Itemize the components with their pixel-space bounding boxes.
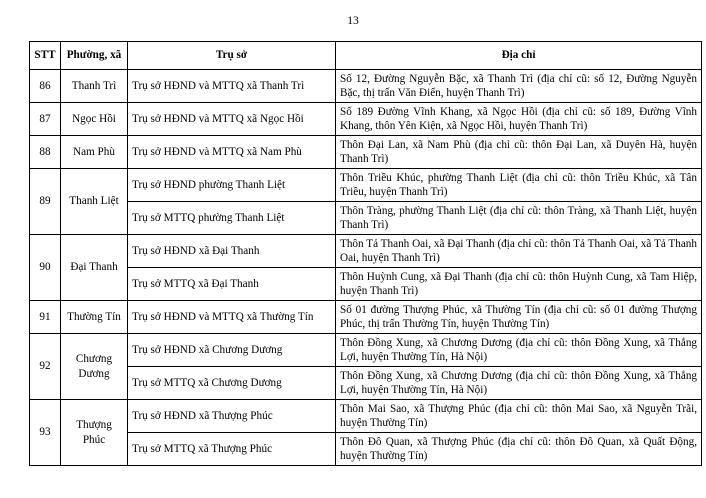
cell-ward: Thanh Trì: [61, 70, 128, 103]
page-number: 13: [347, 15, 359, 27]
header-address: Địa chỉ: [336, 42, 702, 70]
cell-office: Trụ sở HĐND xã Đại Thanh: [128, 235, 336, 268]
cell-ward: Thường Tín: [61, 301, 128, 334]
cell-ward: Đại Thanh: [61, 235, 128, 301]
cell-office: Trụ sở HĐND và MTTQ xã Thanh Trì: [128, 70, 336, 103]
cell-ward: Nam Phù: [61, 136, 128, 169]
table-row: [30, 136, 702, 169]
cell-office: Trụ sở MTTQ xã Chương Dương: [128, 367, 336, 400]
table-row: [30, 400, 702, 433]
cell-address: Thôn Đồng Xung, xã Chương Dương (địa chỉ cũ: thôn Đồng Xung, xã Thắng Lợi, huyện Thường Tín, Hà Nội): [336, 367, 702, 400]
table-row: [30, 334, 702, 367]
table-row: [30, 433, 702, 466]
cell-office: Trụ sở MTTQ xã Đại Thanh: [128, 268, 336, 301]
cell-office: Trụ sở HĐND xã Chương Dương: [128, 334, 336, 367]
cell-stt: 86: [30, 70, 61, 103]
cell-stt: 90: [30, 235, 61, 301]
table-row: [30, 235, 702, 268]
cell-ward: Thượng Phúc: [61, 400, 128, 466]
table-row: [30, 103, 702, 136]
cell-stt: 92: [30, 334, 61, 400]
cell-stt: 87: [30, 103, 61, 136]
table-row: [30, 169, 702, 202]
cell-ward: Chương Dương: [61, 334, 128, 400]
cell-stt: 89: [30, 169, 61, 235]
cell-office: Trụ sở MTTQ phường Thanh Liệt: [128, 202, 336, 235]
cell-office: Trụ sở MTTQ xã Thượng Phúc: [128, 433, 336, 466]
cell-ward: Ngọc Hồi: [61, 103, 128, 136]
table-row: [30, 70, 702, 103]
cell-address: Thôn Tràng, phường Thanh Liệt (địa chỉ cũ: thôn Tràng, xã Thanh Liệt, huyện Thanh Trì): [336, 202, 702, 235]
cell-address: Thôn Huỳnh Cung, xã Đại Thanh (địa chỉ cũ: thôn Huỳnh Cung, xã Tam Hiệp, huyện Thanh Trì): [336, 268, 702, 301]
cell-address: Số 189 Đường Vĩnh Khang, xã Ngọc Hồi (địa chỉ cũ: số 189, Đường Vĩnh Khang, thôn Yên Kiện, xã Ngọc Hồi, huyện Thanh Trì): [336, 103, 702, 136]
table-header-row: [30, 42, 702, 70]
cell-address: Thôn Triều Khúc, phường Thanh Liệt (địa chỉ cũ: thôn Triều Khúc, xã Tân Triều, huyện Thanh Trì): [336, 169, 702, 202]
cell-office: Trụ sở HĐND phường Thanh Liệt: [128, 169, 336, 202]
table-row: [30, 268, 702, 301]
cell-address: Thôn Đại Lan, xã Nam Phù (địa chỉ cũ: thôn Đại Lan, xã Duyên Hà, huyện Thanh Trì): [336, 136, 702, 169]
cell-office: Trụ sở HĐND và MTTQ xã Ngọc Hồi: [128, 103, 336, 136]
cell-address: Thôn Đồng Xung, xã Chương Dương (địa chỉ cũ: thôn Đồng Xung, xã Thắng Lợi, huyện Thường Tín, Hà Nội): [336, 334, 702, 367]
cell-ward: Thanh Liệt: [61, 169, 128, 235]
cell-address: Số 01 đường Thượng Phúc, xã Thường Tín (địa chỉ cũ: số 01 đường Thượng Phúc, thị trấn Thường Tín, huyện Thường Tín): [336, 301, 702, 334]
cell-stt: 93: [30, 400, 61, 466]
table-row: [30, 202, 702, 235]
header-ward: Phường, xã: [61, 42, 128, 70]
cell-address: Thôn Đô Quan, xã Thượng Phúc (địa chỉ cũ: thôn Đô Quan, xã Quất Động, huyện Thường Tín): [336, 433, 702, 466]
cell-address: Số 12, Đường Nguyễn Bặc, xã Thanh Trì (địa chỉ cũ: số 12, Đường Nguyễn Bặc, thị trấn Văn Điển, huyện Thanh Trì): [336, 70, 702, 103]
cell-office: Trụ sở HĐND và MTTQ xã Nam Phù: [128, 136, 336, 169]
office-address-table: [29, 41, 702, 466]
cell-stt: 91: [30, 301, 61, 334]
header-office: Trụ sở: [128, 42, 336, 70]
cell-stt: 88: [30, 136, 61, 169]
cell-address: Thôn Mai Sao, xã Thượng Phúc (địa chỉ cũ: thôn Mai Sao, xã Nguyễn Trãi, huyện Thường Tín): [336, 400, 702, 433]
table-row: [30, 367, 702, 400]
header-stt: STT: [30, 42, 61, 70]
cell-office: Trụ sở HĐND và MTTQ xã Thường Tín: [128, 301, 336, 334]
table-row: [30, 301, 702, 334]
cell-address: Thôn Tả Thanh Oai, xã Đại Thanh (địa chỉ cũ: thôn Tả Thanh Oai, xã Tả Thanh Oai, huyện Thanh Trì): [336, 235, 702, 268]
cell-office: Trụ sở HĐND xã Thượng Phúc: [128, 400, 336, 433]
